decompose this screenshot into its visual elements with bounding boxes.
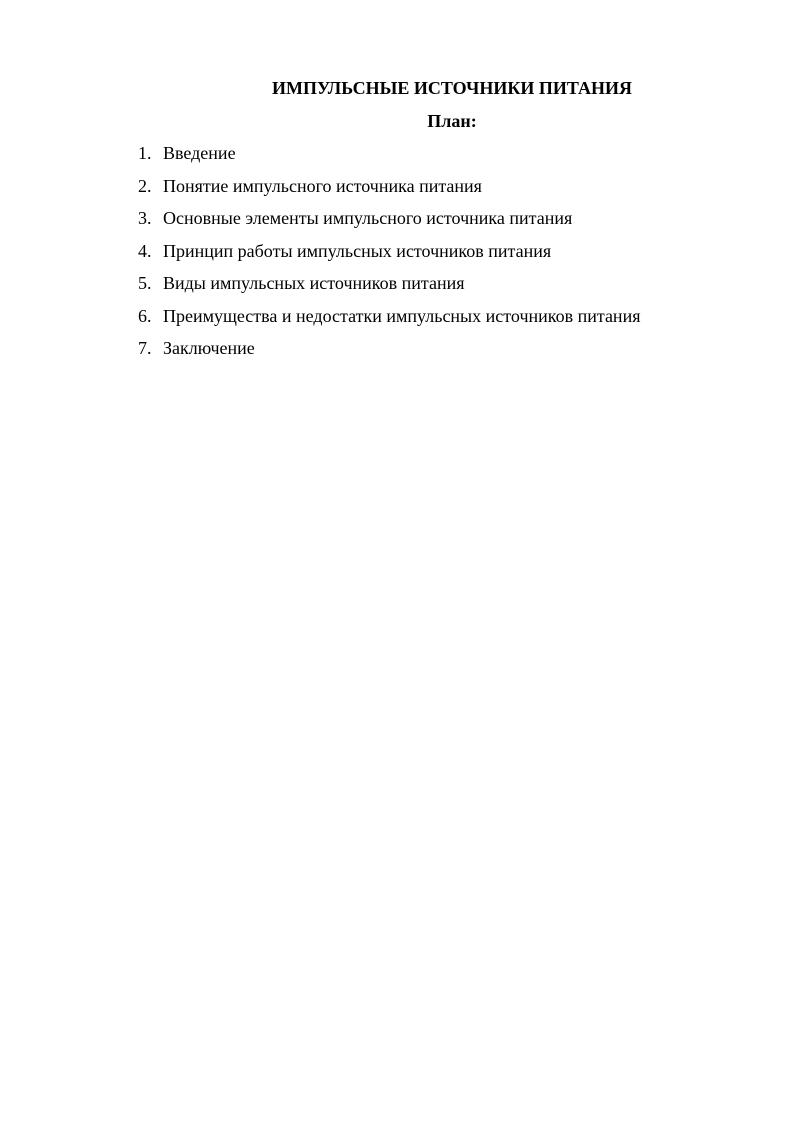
plan-item-text: Заключение — [163, 338, 255, 358]
plan-heading: План: — [427, 111, 477, 131]
plan-item-number: 5. — [138, 273, 152, 293]
document-title: ИМПУЛЬСНЫЕ ИСТОЧНИКИ ПИТАНИЯ — [271, 78, 633, 98]
plan-item-number: 4. — [138, 240, 152, 261]
plan-item-text: Принцип работы импульсных источников питания — [163, 240, 552, 261]
plan-item-number: 3. — [138, 208, 152, 228]
plan-item-number: 1. — [138, 143, 152, 163]
plan-item-text: Преимущества и недостатки импульсных источников питания — [163, 305, 641, 326]
plan-item-text: Виды импульсных источников питания — [163, 273, 465, 293]
plan-item-text: Введение — [163, 143, 236, 163]
plan-item-number: 2. — [138, 175, 152, 196]
plan-item-text: Понятие импульсного источника питания — [163, 175, 482, 196]
plan-item-number: 6. — [138, 305, 152, 326]
plan-item-text: Основные элементы импульсного источника питания — [163, 208, 573, 228]
plan-item-number: 7. — [138, 338, 152, 358]
